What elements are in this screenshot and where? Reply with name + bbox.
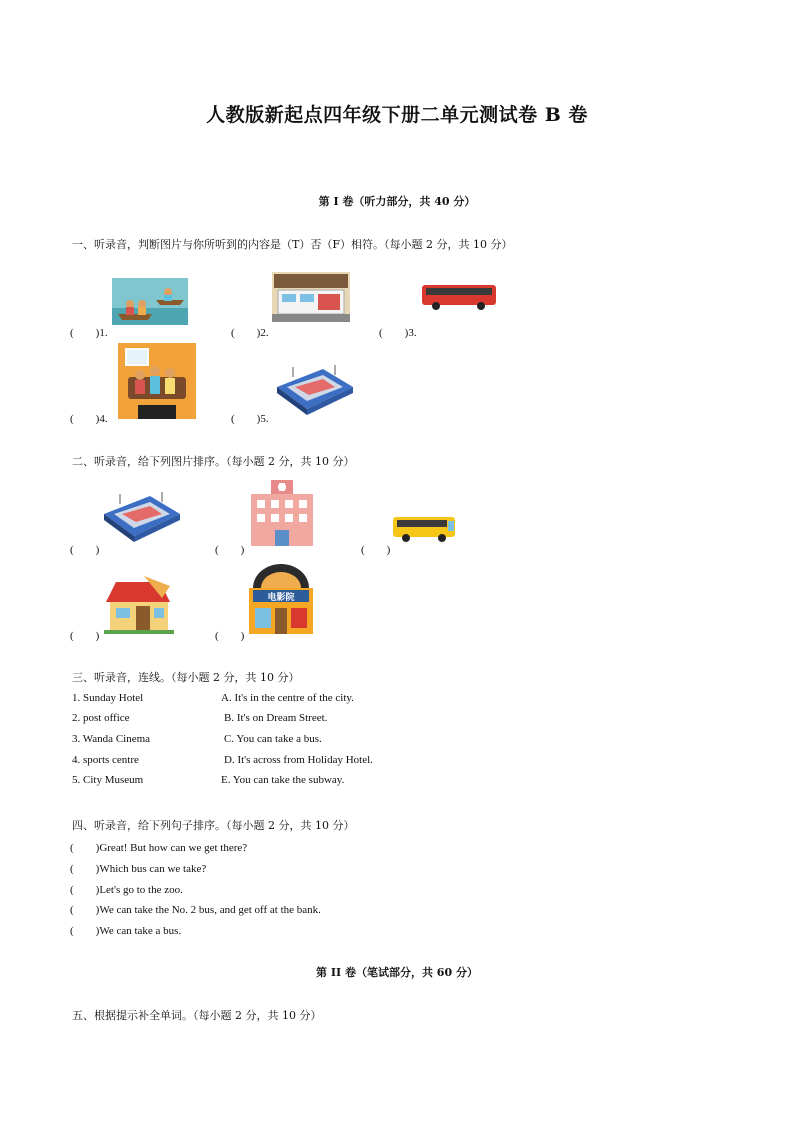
- section5-heading: 五、根据提示补全单词。（每小题 2 分，共 10 分）: [72, 1009, 322, 1022]
- family-picture: [118, 343, 196, 419]
- section3-heading: 三、听录音，连线。（每小题 2 分，共 10 分）: [72, 671, 300, 684]
- match-right-a[interactable]: A. It's in the centre of the city.: [221, 692, 354, 704]
- section2-item-2[interactable]: ( ): [215, 544, 245, 556]
- section1-heading: 一、听录音，判断图片与你所听到的内容是（T）否（F）相符。（每小题 2 分，共 10 分）: [72, 238, 513, 251]
- hospital-picture: [249, 480, 315, 546]
- sentence-item-4[interactable]: ( )We can take the No. 2 bus, and get off at the bank.: [70, 904, 321, 916]
- bus-picture: [421, 283, 497, 311]
- train-picture: [272, 272, 350, 322]
- match-left-1[interactable]: 1. Sunday Hotel: [72, 692, 144, 704]
- part-two-title: 第 II 卷（笔试部分，共 60 分）: [316, 966, 478, 979]
- match-left-4[interactable]: 4. sports centre: [72, 754, 139, 766]
- section2-heading: 二、听录音，给下列图片排序。（每小题 2 分，共 10 分）: [72, 455, 355, 468]
- section2-item-5[interactable]: ( ): [215, 630, 245, 642]
- page-title: 人教版新起点四年级下册二单元测试卷 B 卷: [206, 104, 588, 126]
- match-left-3[interactable]: 3. Wanda Cinema: [72, 733, 151, 745]
- section1-item-4[interactable]: ( )4.: [70, 413, 108, 425]
- match-right-c[interactable]: C. You can take a bus.: [224, 733, 322, 745]
- section1-item-1[interactable]: ( )1.: [70, 327, 108, 339]
- stadium-picture: [100, 492, 184, 542]
- section1-item-3[interactable]: ( )3.: [379, 327, 417, 339]
- section1-item-2[interactable]: ( )2.: [231, 327, 269, 339]
- section2-item-1[interactable]: ( ): [70, 544, 100, 556]
- cinema-sign: 电影院: [267, 593, 295, 603]
- stadium-picture: [273, 365, 357, 415]
- sentence-item-3[interactable]: ( )Let's go to the zoo.: [70, 884, 183, 896]
- school-bus-picture: [392, 515, 458, 545]
- match-left-5[interactable]: 5. City Museum: [72, 774, 144, 786]
- sentence-item-2[interactable]: ( )Which bus can we take?: [70, 863, 207, 875]
- match-right-b[interactable]: B. It's on Dream Street.: [224, 712, 328, 724]
- boat-picture: [112, 278, 188, 325]
- match-right-e[interactable]: E. You can take the subway.: [221, 774, 345, 786]
- section2-item-3[interactable]: ( ): [361, 544, 391, 556]
- match-right-d[interactable]: D. It's across from Holiday Hotel.: [224, 754, 373, 766]
- match-left-2[interactable]: 2. post office: [72, 712, 130, 724]
- section4-heading: 四、听录音，给下列句子排序。（每小题 2 分，共 10 分）: [72, 819, 355, 832]
- part-one-title: 第 I 卷（听力部分，共 40 分）: [318, 195, 476, 208]
- shop-picture: [104, 576, 174, 634]
- sentence-item-1[interactable]: ( )Great! But how can we get there?: [70, 842, 248, 854]
- section1-item-5[interactable]: ( )5.: [231, 413, 269, 425]
- sentence-item-5[interactable]: ( )We can take a bus.: [70, 925, 182, 937]
- section2-item-4[interactable]: ( ): [70, 630, 100, 642]
